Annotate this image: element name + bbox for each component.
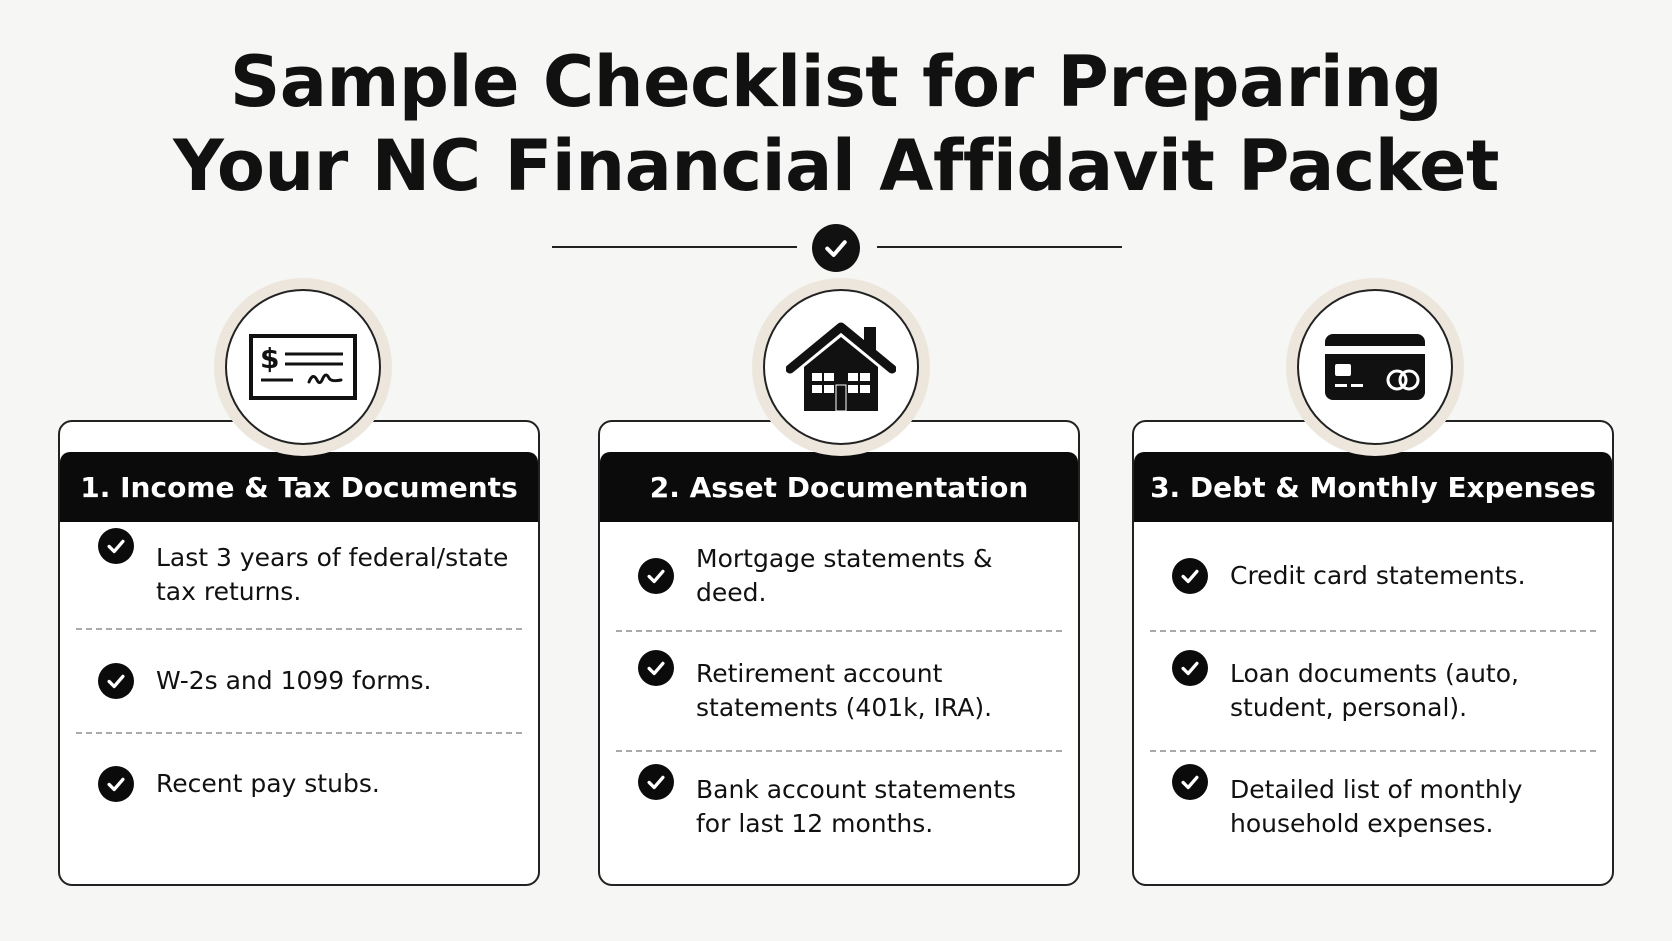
check-icon — [1172, 650, 1208, 686]
checklist — [616, 522, 1062, 874]
check-icon — [638, 764, 674, 800]
card-income-tax — [58, 420, 540, 886]
checklist-item — [1150, 522, 1596, 632]
checklist — [1150, 522, 1596, 874]
checklist-item-text: Mortgage statements & deed. — [696, 544, 993, 607]
checklist — [76, 522, 522, 874]
checklist-item-text: Recent pay stubs. — [156, 769, 380, 798]
asset-icon-badge — [752, 278, 930, 456]
title-line-2: Your NC Financial Affidavit Packet — [173, 125, 1499, 207]
checklist-item — [1150, 632, 1596, 752]
page-title — [0, 40, 1672, 208]
checklist-item-text: Credit card statements. — [1230, 561, 1526, 590]
check-icon — [638, 650, 674, 686]
checklist-item — [616, 522, 1062, 632]
credit-card-icon — [1297, 289, 1453, 445]
checklist-item — [1150, 752, 1596, 862]
card-header: 2. Asset Documentation — [600, 452, 1078, 522]
checklist-item-text: Last 3 years of federal/state tax returns. — [156, 543, 509, 606]
check-icon — [1172, 764, 1208, 800]
checklist-item-text: Retirement account statements (401k, IRA). — [696, 659, 993, 722]
title-line-1: Sample Checklist for Preparing — [229, 41, 1443, 123]
income-icon-badge — [214, 278, 392, 456]
divider-rule-left — [552, 246, 797, 248]
svg-text:$: $ — [260, 342, 280, 375]
checklist-item — [76, 522, 522, 630]
checklist-item-text: Loan documents (auto, student, personal). — [1230, 659, 1519, 722]
checklist-item — [616, 632, 1062, 752]
checklist-item — [76, 630, 522, 734]
check-icon — [98, 663, 134, 699]
check-icon — [638, 558, 674, 594]
check-icon — [1172, 558, 1208, 594]
card-header: 1. Income & Tax Documents — [60, 452, 538, 522]
card-header: 3. Debt & Monthly Expenses — [1134, 452, 1612, 522]
card-assets — [598, 420, 1080, 886]
debt-icon-badge — [1286, 278, 1464, 456]
divider-rule-right — [877, 246, 1122, 248]
checklist-item-text: Bank account statements for last 12 months. — [696, 775, 1017, 838]
check-badge-icon — [812, 224, 860, 272]
check-icon — [98, 766, 134, 802]
card-debt-expenses — [1132, 420, 1614, 886]
house-icon — [763, 289, 919, 445]
check-document-icon — [225, 289, 381, 445]
title-divider — [552, 215, 1122, 255]
checklist-item — [616, 752, 1062, 862]
checklist-item — [76, 734, 522, 834]
check-icon — [98, 528, 134, 564]
checklist-item-text: W-2s and 1099 forms. — [156, 666, 432, 695]
checklist-item-text: Detailed list of monthly household expenses. — [1230, 775, 1523, 838]
